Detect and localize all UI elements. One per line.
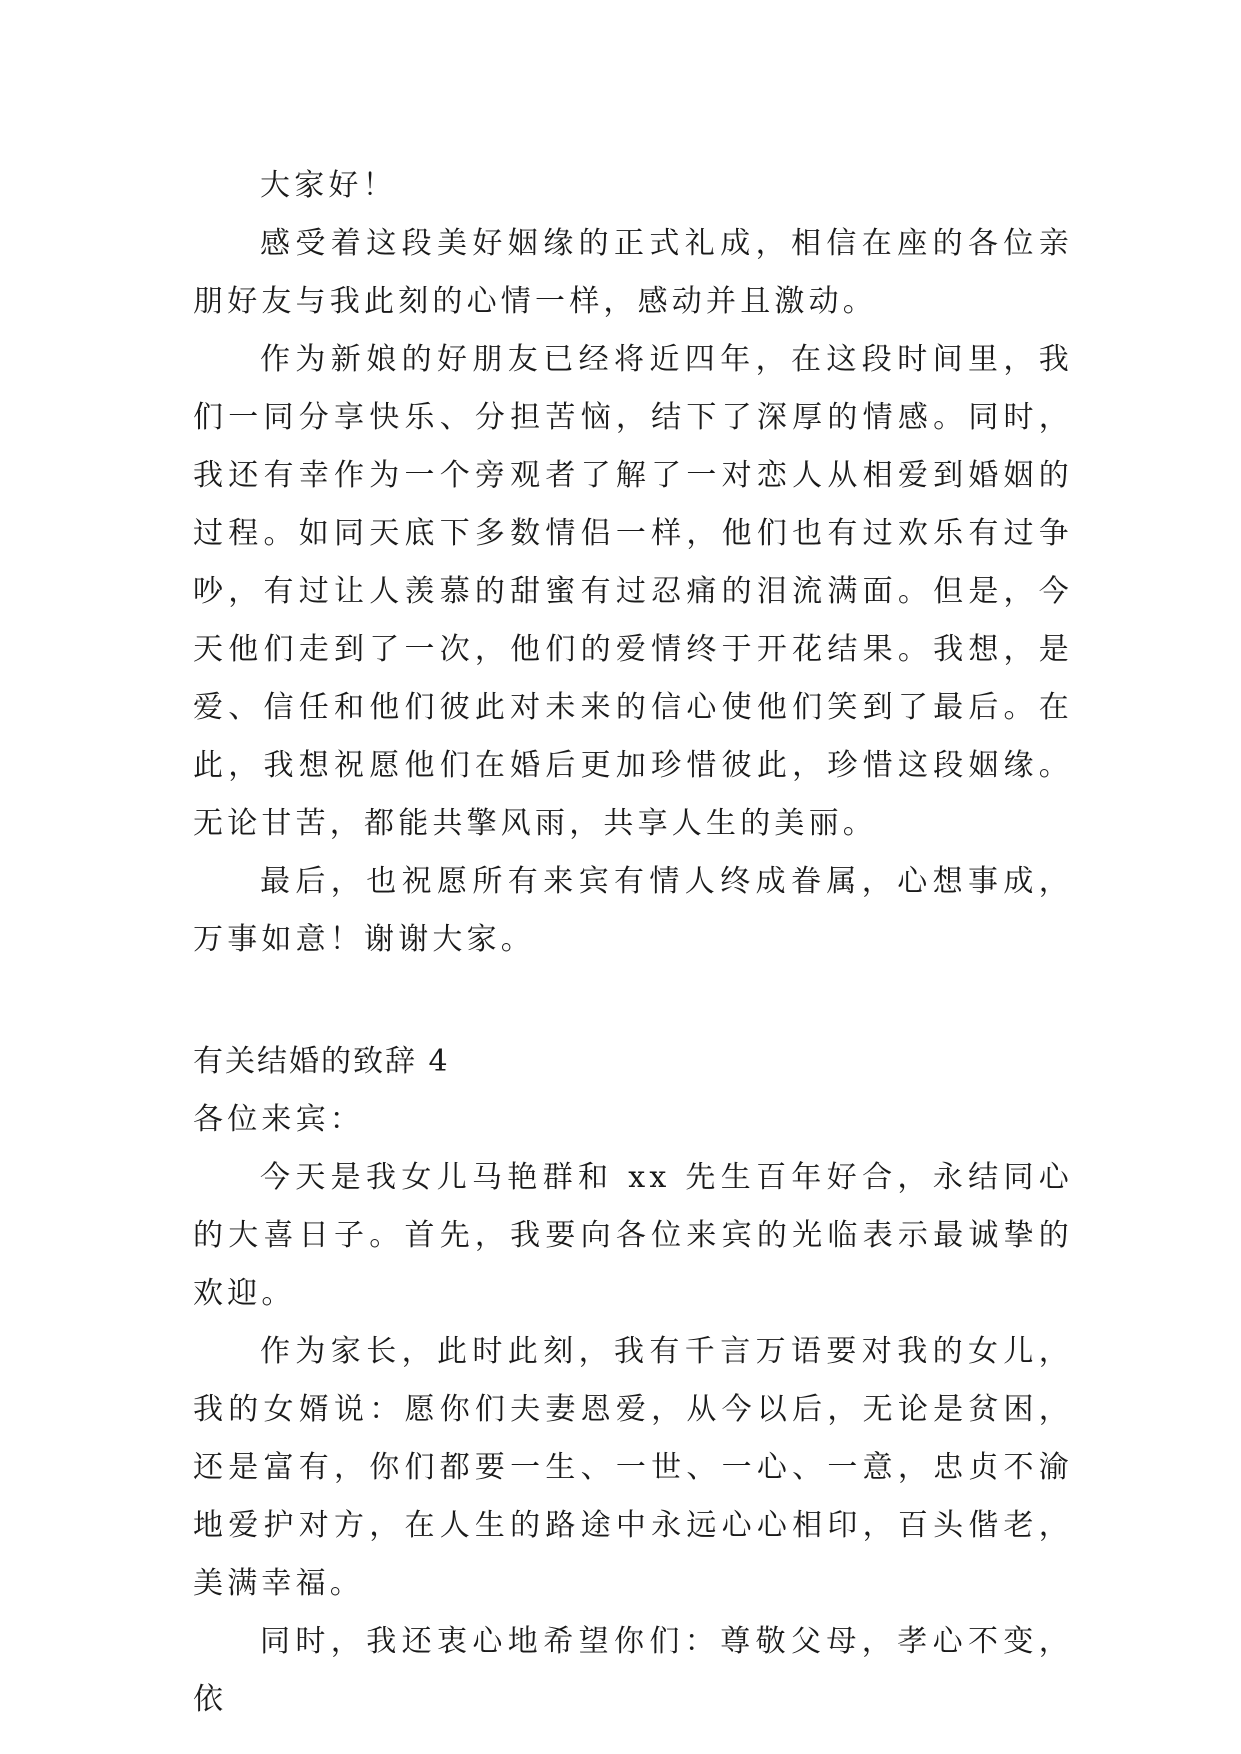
body-paragraph: 同时，我还衷心地希望你们：尊敬父母，孝心不变，依 xyxy=(193,1624,1073,1717)
greeting-paragraph: 大家好！ xyxy=(260,168,397,203)
body-paragraph: 作为家长，此时此刻，我有千言万语要对我的女儿，我的女婿说：愿你们夫妻恩爱，从今以后，无论是贫困，还是富有，你们都要一生、一世、一心、一意，忠贞不渝地爱护对方，在人生的路途中永远心心相印，百头偕老，美满幸福。 xyxy=(193,1334,1073,1601)
body-paragraph: 感受着这段美好姻缘的正式礼成，相信在座的各位亲朋好友与我此刻的心情一样，感动并且激动。 xyxy=(193,226,1073,319)
body-paragraph: 作为新娘的好朋友已经将近四年，在这段时间里，我们一同分享快乐、分担苦恼，结下了深厚的情感。同时，我还有幸作为一个旁观者了解了一对恋人从相爱到婚姻的过程。如同天底下多数情侣一样，他们也有过欢乐有过争吵，有过让人羡慕的甜蜜有过忍痛的泪流满面。但是，今天他们走到了一次，他们的爱情终于开花结果。我想，是爱、信任和他们彼此对未来的信心使他们笑到了最后。在此，我想祝愿他们在婚后更加珍惜彼此，珍惜这段姻缘。无论甘苦，都能共擎风雨，共享人生的美丽。 xyxy=(193,342,1073,841)
document-body xyxy=(193,157,1073,1729)
body-paragraph: 今天是我女儿马艳群和 xx 先生百年好合，永结同心的大喜日子。首先，我要向各位来宾的光临表示最诚挚的欢迎。 xyxy=(193,1160,1073,1311)
salutation: 各位来宾： xyxy=(193,1102,364,1137)
section-title: 有关结婚的致辞 4 xyxy=(193,1044,450,1079)
closing-paragraph: 最后，也祝愿所有来宾有情人终成眷属，心想事成，万事如意！谢谢大家。 xyxy=(193,864,1073,957)
